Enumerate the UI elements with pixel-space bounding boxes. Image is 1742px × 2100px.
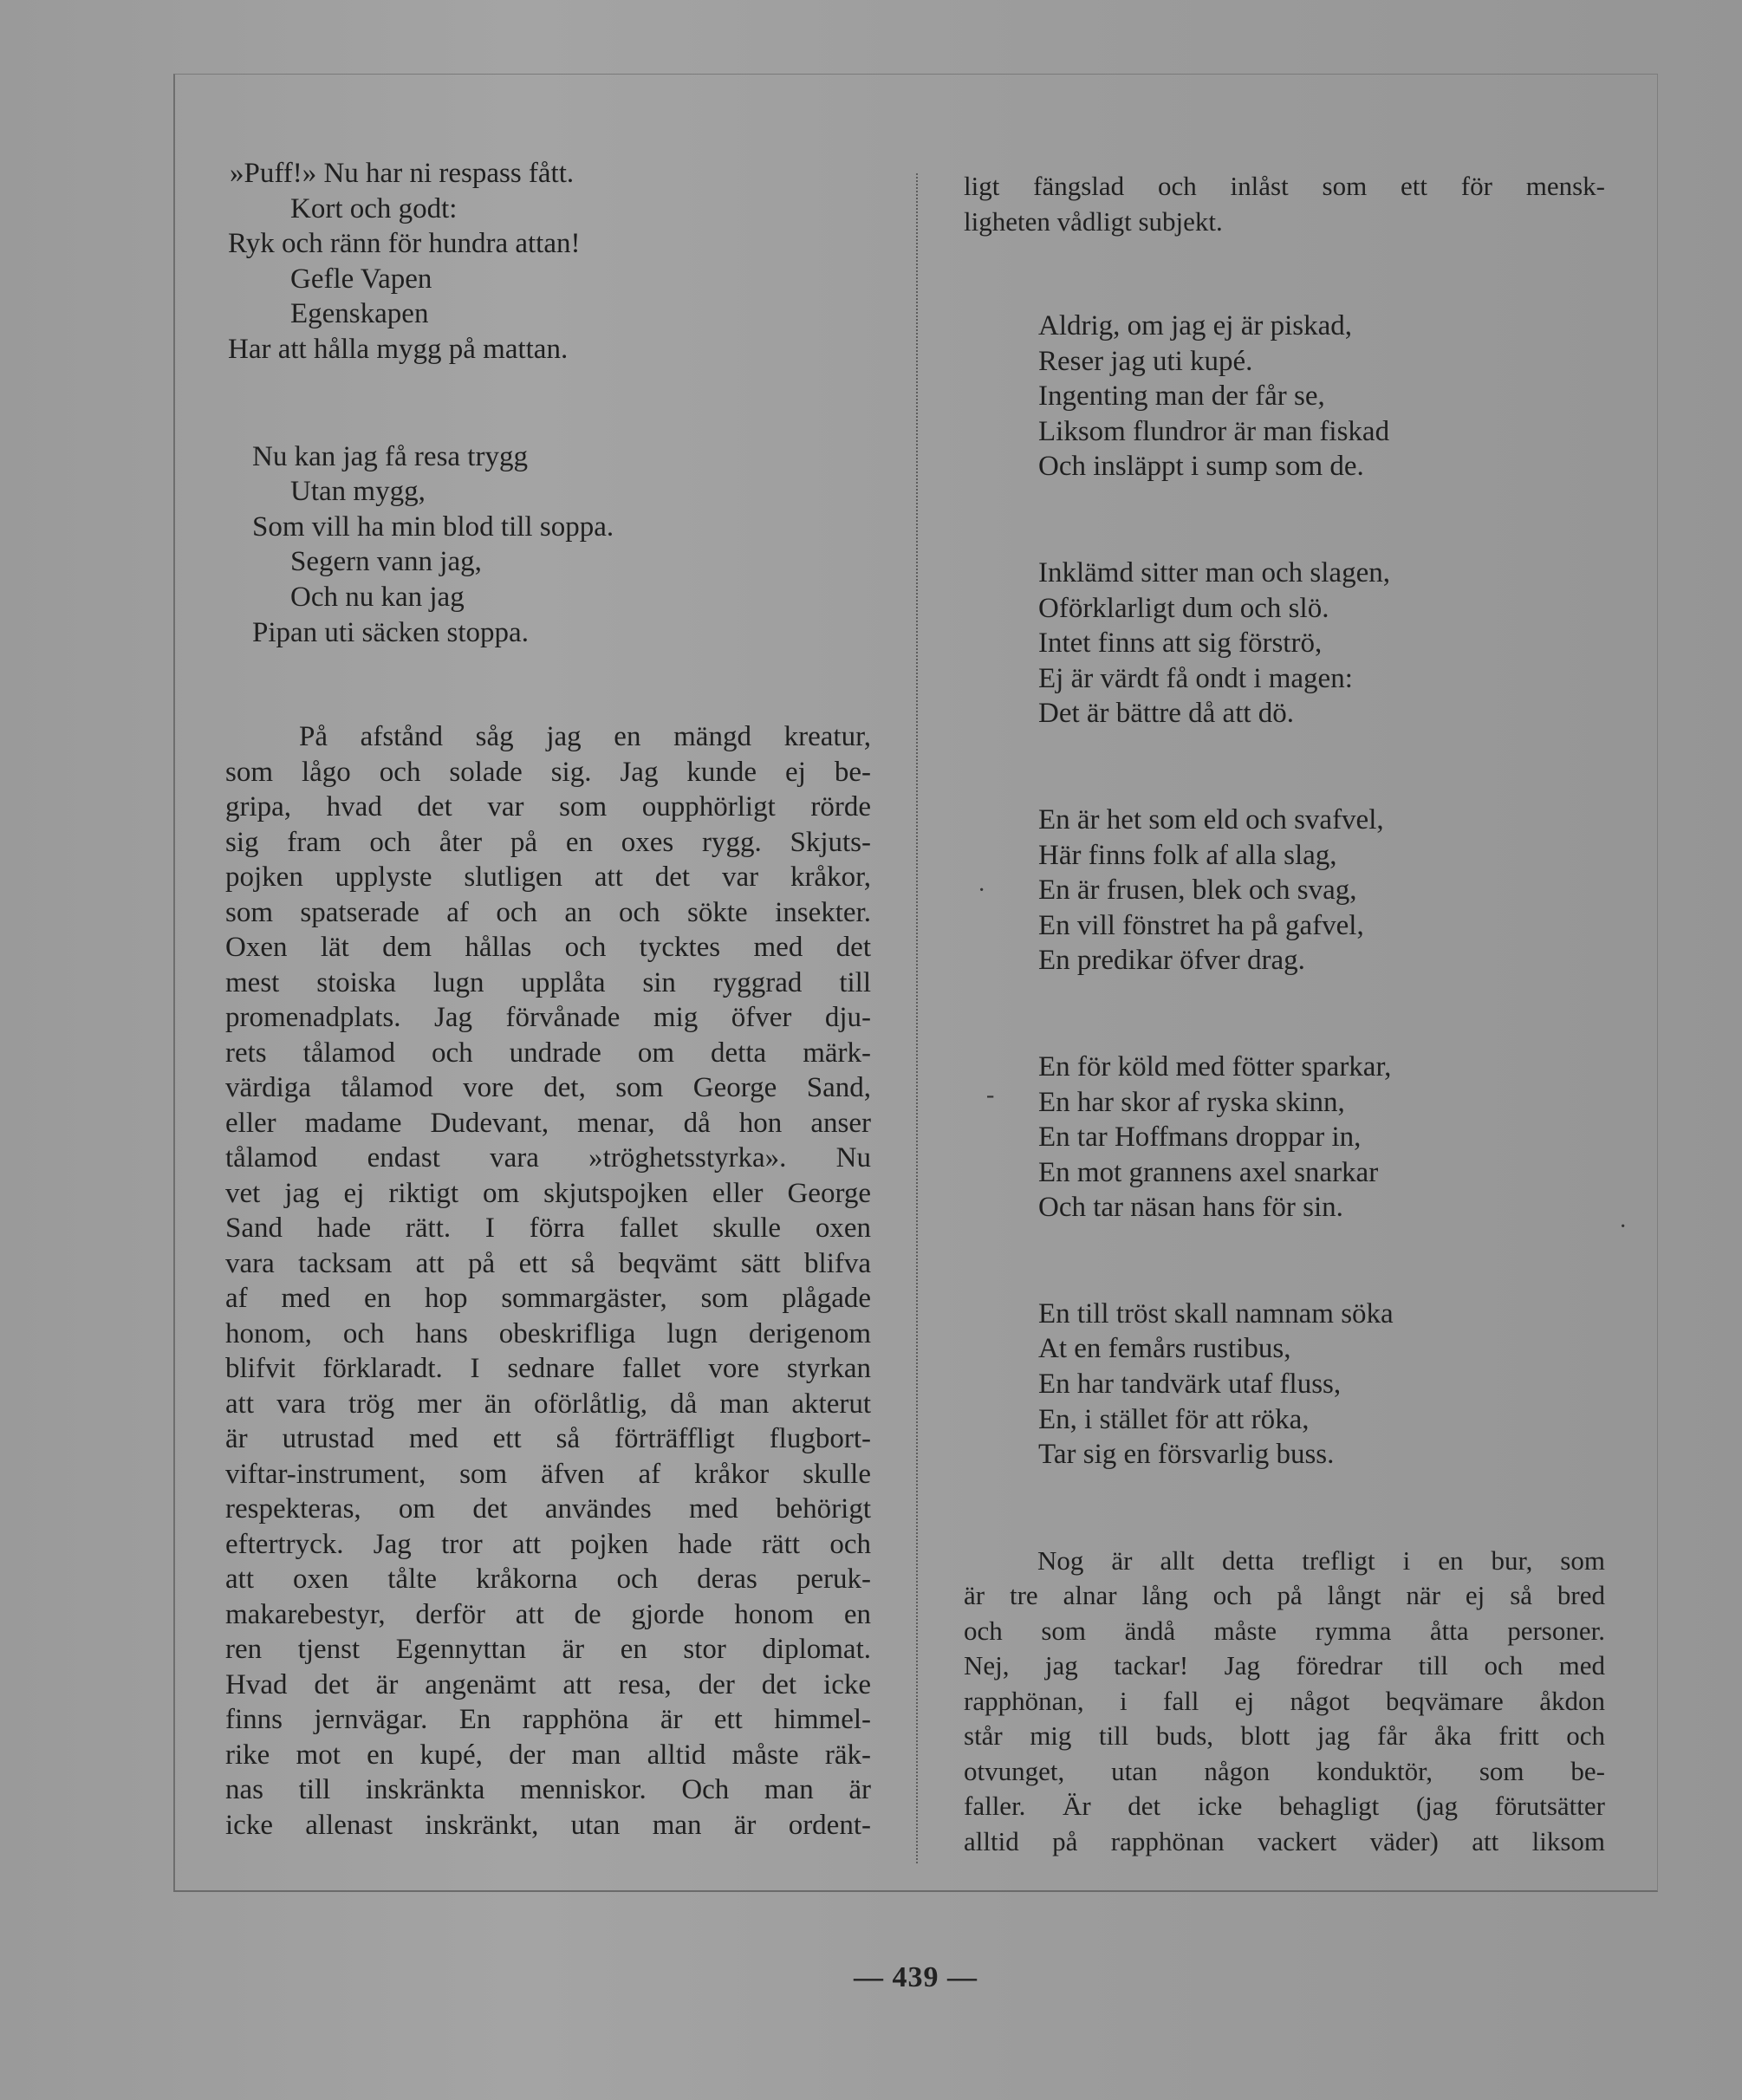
verse-line: En är het som eld och svafvel, <box>1038 803 1384 835</box>
page-number: — 439 — <box>854 1961 978 1993</box>
text-line: sig fram och åter på en oxes rygg. Skjuts- <box>225 826 871 858</box>
right-verse-5 <box>964 1297 1605 1473</box>
text-line: att vara trög mer än oförlåtlig, då man akterut <box>225 1388 871 1420</box>
text-line: som lågo och solade sig. Jag kunde ej be- <box>225 756 871 788</box>
text-line: som spatserade af och an och sökte insekter. <box>225 896 871 928</box>
verse-line: En tar Hoffmans droppar in, <box>1038 1122 1362 1154</box>
text-line: rets tålamod och undrade om detta märk- <box>225 1037 871 1069</box>
text-line: att oxen tålte kråkorna och deras peruk- <box>225 1564 871 1596</box>
verse-line: Ryk och ränn för hundra attan! <box>228 228 581 260</box>
verse-line: Intet finns att sig förströ, <box>1038 627 1323 660</box>
left-column <box>225 156 875 1843</box>
text-line: faller. Är det icke behagligt (jag förutsätter <box>964 1791 1605 1822</box>
verse-line: Har att hålla mygg på mattan. <box>228 333 569 365</box>
text-line: vara tacksam att på ett så beqvämt sätt blifva <box>225 1247 871 1279</box>
verse-line: Pipan uti säcken stoppa. <box>252 616 529 648</box>
text-line: gripa, hvad det var som oupphörligt rörde <box>225 791 871 823</box>
text-line: Hvad det är angenämt att resa, der det icke <box>225 1668 871 1700</box>
verse-line: Reser jag uti kupé. <box>1038 345 1253 377</box>
text-line: ligt fängslad och inlåst som ett för mensk- <box>964 171 1605 201</box>
text-line: ligheten vådligt subjekt. <box>964 205 1223 237</box>
text-line: eftertryck. Jag tror att pojken hade rätt och <box>225 1528 871 1560</box>
verse-line: En vill fönstret ha på gafvel, <box>1038 909 1364 941</box>
text-line: På afstånd såg jag en mängd kreatur, <box>299 721 871 753</box>
verse-line: Nu kan jag få resa trygg <box>252 440 528 472</box>
text-line: står mig till buds, blott jag får åka fritt och <box>964 1720 1605 1752</box>
text-line: finns jernvägar. En rapphöna är ett himmel- <box>225 1704 871 1736</box>
text-line: af med en hop sommargäster, som plågade <box>225 1283 871 1315</box>
text-line: ren tjenst Egennyttan är en stor diplomat. <box>225 1634 871 1666</box>
verse-line: Det är bättre då att dö. <box>1038 698 1295 730</box>
text-line: är utrustad med ett så förträffligt flugbort- <box>225 1423 871 1455</box>
text-line: promenadplats. Jag förvånade mig öfver dju- <box>225 1002 871 1034</box>
right-verse-3 <box>964 803 1605 978</box>
left-verse-2 <box>228 439 875 651</box>
text-line: viftar-instrument, som äfven af kråkor skulle <box>225 1458 871 1490</box>
text-line: makarebestyr, derför att de gjorde honom en <box>225 1598 871 1630</box>
verse-line: Ingenting man der får se, <box>1038 380 1325 413</box>
text-line: Nog är allt detta trefligt i en bur, som <box>1037 1544 1605 1576</box>
verse-line: Inklämd sitter man och slagen, <box>1038 556 1390 588</box>
stray-mark-dot: · <box>978 877 986 904</box>
stray-mark-dot: · <box>1619 1213 1628 1240</box>
verse-line: Kort och godt: <box>290 192 458 224</box>
verse-line: At en femårs rustibus, <box>1038 1333 1291 1365</box>
verse-line: Och tar näsan hans för sin. <box>1038 1192 1343 1224</box>
verse-line: Ej är värdt få ondt i magen: <box>1038 662 1353 694</box>
text-line: alltid på rapphönan vackert väder) att liksom <box>964 1825 1605 1856</box>
verse-line: Och insläppt i sump som de. <box>1038 451 1364 483</box>
right-intro <box>964 169 1605 239</box>
verse-line: Gefle Vapen <box>290 263 432 295</box>
verse-line: En har tandvärk utaf fluss, <box>1038 1369 1342 1401</box>
verse-line: En till tröst skall namnam söka <box>1038 1297 1394 1330</box>
text-line: otvunget, utan någon konduktör, som be- <box>964 1755 1605 1786</box>
text-line: tålamod endast vara »tröghetsstyrka». Nu <box>225 1142 871 1174</box>
left-paragraph <box>225 719 871 1843</box>
verse-line: En är frusen, blek och svag, <box>1038 874 1357 907</box>
text-line: Nej, jag tackar! Jag föredrar till och med <box>964 1650 1605 1681</box>
stray-mark-dash: - <box>986 1082 995 1109</box>
text-line: pojken upplyste slutligen att det var kråkor, <box>225 861 871 894</box>
right-paragraph <box>964 1544 1605 1860</box>
text-line: vet jag ej riktigt om skjutspojken eller George <box>225 1177 871 1209</box>
column-divider <box>916 173 918 1863</box>
verse-line: Tar sig en försvarlig buss. <box>1038 1439 1335 1471</box>
verse-line: »Puff!» Nu har ni respass fått. <box>230 158 575 189</box>
left-verse-1 <box>228 156 875 367</box>
text-line: honom, och hans obeskrifliga lugn derigenom <box>225 1317 871 1349</box>
text-line: blifvit förklaradt. I sednare fallet vore styrkan <box>225 1353 871 1385</box>
verse-line: En, i stället för att röka, <box>1038 1403 1310 1435</box>
right-column <box>964 169 1605 1859</box>
text-line: nas till inskränkta menniskor. Och man är <box>225 1774 871 1806</box>
verse-line: Här finns folk af alla slag, <box>1038 839 1337 871</box>
verse-line: Aldrig, om jag ej är piskad, <box>1038 310 1353 341</box>
verse-line: Utan mygg, <box>290 476 426 508</box>
text-line: icke allenast inskränkt, utan man är ordent- <box>225 1809 871 1841</box>
text-line: Oxen lät dem hållas och tycktes med det <box>225 932 871 964</box>
text-line: är tre alnar lång och på långt när ej så bred <box>964 1580 1605 1611</box>
verse-line: Liksom flundror är man fiskad <box>1038 415 1390 447</box>
verse-line: Som vill ha min blod till soppa. <box>252 510 614 543</box>
verse-line: Oförklarligt dum och slö. <box>1038 592 1329 624</box>
text-line: eller madame Dudevant, menar, då hon anser <box>225 1107 871 1139</box>
right-verse-1 <box>964 309 1605 484</box>
verse-line: En för köld med fötter sparkar, <box>1038 1050 1392 1083</box>
right-verse-2 <box>964 556 1605 731</box>
text-line: värdiga tålamod vore det, som George Sand, <box>225 1072 871 1104</box>
verse-line: Segern vann jag, <box>290 546 482 578</box>
verse-line: Egenskapen <box>290 298 429 330</box>
right-verse-4 <box>964 1050 1605 1226</box>
verse-line: En mot grannens axel snarkar <box>1038 1156 1379 1188</box>
text-line: rapphönan, i fall ej något beqvämare åkdon <box>964 1685 1605 1716</box>
verse-line: En predikar öfver drag. <box>1038 945 1305 977</box>
text-line: och som ändå måste rymma åtta personer. <box>964 1615 1605 1646</box>
text-line: rike mot en kupé, der man alltid måste räk- <box>225 1739 871 1771</box>
verse-line: En har skor af ryska skinn, <box>1038 1086 1345 1118</box>
text-line: mest stoiska lugn upplåta sin ryggrad till <box>225 966 871 998</box>
text-line: Sand hade rätt. I förra fallet skulle oxen <box>225 1213 871 1245</box>
verse-line: Och nu kan jag <box>290 581 465 613</box>
text-line: respekteras, om det användes med behörigt <box>225 1493 871 1525</box>
